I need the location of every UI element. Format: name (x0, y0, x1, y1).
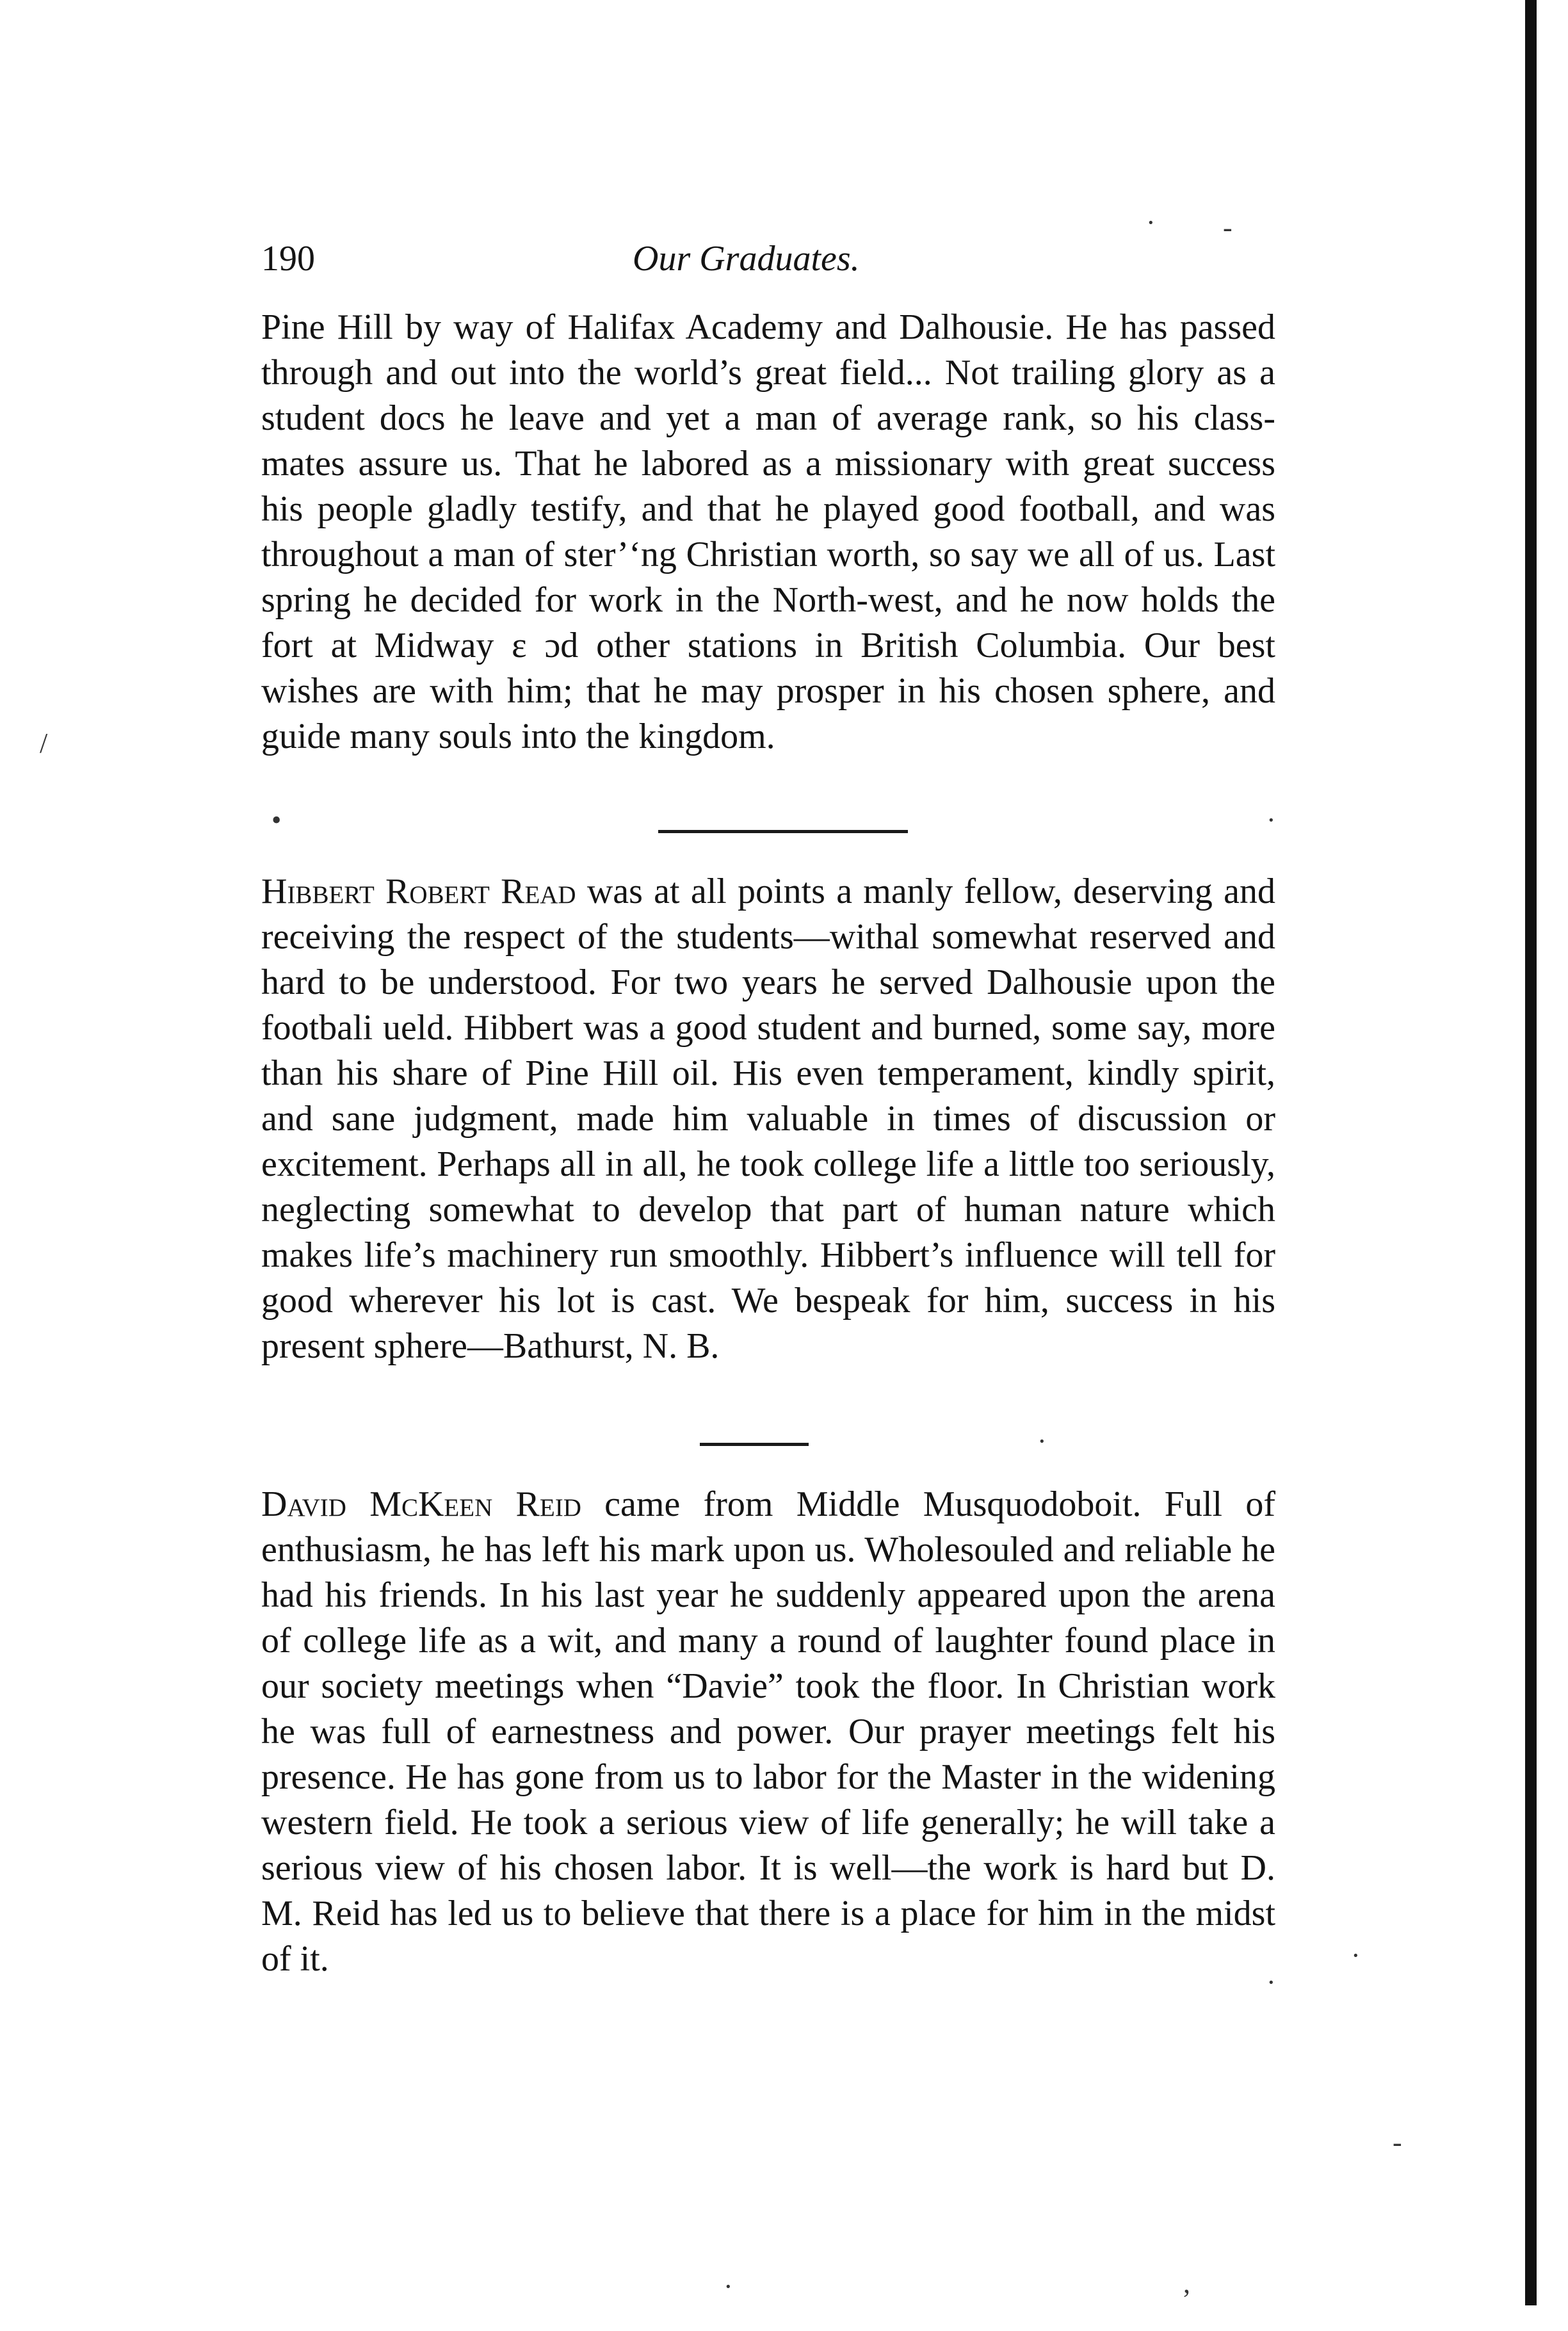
page-number: 190 (261, 239, 315, 279)
scan-speck: · (1266, 804, 1276, 836)
scan-speck: · (1146, 207, 1156, 238)
scan-speck: · (1037, 1425, 1047, 1457)
entry-text: Pine Hill by way of Halifax Academy and Dalhousie. He has passed through and out into the world’s great field... Not trailing glory as a student docs he leave and yet a man of average rank, so his class-mates assure us. That he labored as a missionary with great success his people gladly testify, and that he played good football, and was throughout a man of ster’‘ng Christian worth, so say we all of us. Last spring he decided for work in the North-west, and he now holds the fort at Midway ɛ ɔd other stations in British Columbia. Our best wishes are with him; that he may prosper in his chosen sphere, and guide many souls into the kingdom. (261, 307, 1275, 756)
entry-paragraph (261, 1482, 1275, 1982)
scan-speck: - (1393, 2127, 1402, 2158)
scan-speck: · (723, 2271, 733, 2302)
scan-speck: , (1183, 2268, 1190, 2299)
scan-speck: · (1351, 1940, 1361, 1971)
section-divider (700, 1443, 809, 1446)
entry-david-mckeen-reid (261, 1482, 1275, 1982)
entry-text: came from Middle Musquodoboit. Full of enthusiasm, he has left his mark upon us. Wholesouled and reliable he had his friends. In his last year he suddenly appeared upon the arena of college life as a wit, and many a round of laughter found place in our society meetings when “Davie” took the floor. In Christian work he was full of earnestness and power. Our prayer meetings felt his presence. He has gone from us to labor for the Master in the widening western field. He took a serious view of life generally; he will take a serious view of his chosen labor. It is well—the work is hard but D. M. Reid has led us to believe that there is a place for him in the midst of it. (261, 1484, 1276, 1979)
running-title: Our Graduates. (633, 239, 860, 279)
scan-speck: · (1266, 1967, 1276, 1998)
entry-name: David McKeen Reid (261, 1484, 581, 1524)
margin-mark: / (40, 727, 48, 759)
scan-speck: • (271, 804, 282, 836)
entry-name: Hibbert Robert Read (261, 872, 576, 911)
entry-paragraph (261, 869, 1275, 1369)
section-divider (658, 830, 908, 833)
entry-hibbert-robert-read (261, 869, 1275, 1369)
page-edge-bar (1525, 0, 1537, 2305)
entry-continued-paragraph (261, 305, 1275, 759)
entry-text: was at all points a manly fellow, deserving and receiving the respect of the students—withal somewhat reserved and hard to be understood. For two years he served Dalhousie upon the footbali ueld. Hibbert was a good student and burned, some say, more than his share of Pine Hill oil. His even temperament, kindly spirit, and sane judgment, made him valuable in times of discussion or excitement. Perhaps all in all, he took college life a little too seriously, neglecting somewhat to develop that part of human nature which makes life’s machinery run smoothly. Hibbert’s influence will tell for good wherever his lot is cast. We bespeak for him, success in his present sphere—Bathurst, N. B. (261, 872, 1275, 1366)
scan-speck: - (1223, 212, 1233, 243)
page-header (261, 238, 1279, 296)
